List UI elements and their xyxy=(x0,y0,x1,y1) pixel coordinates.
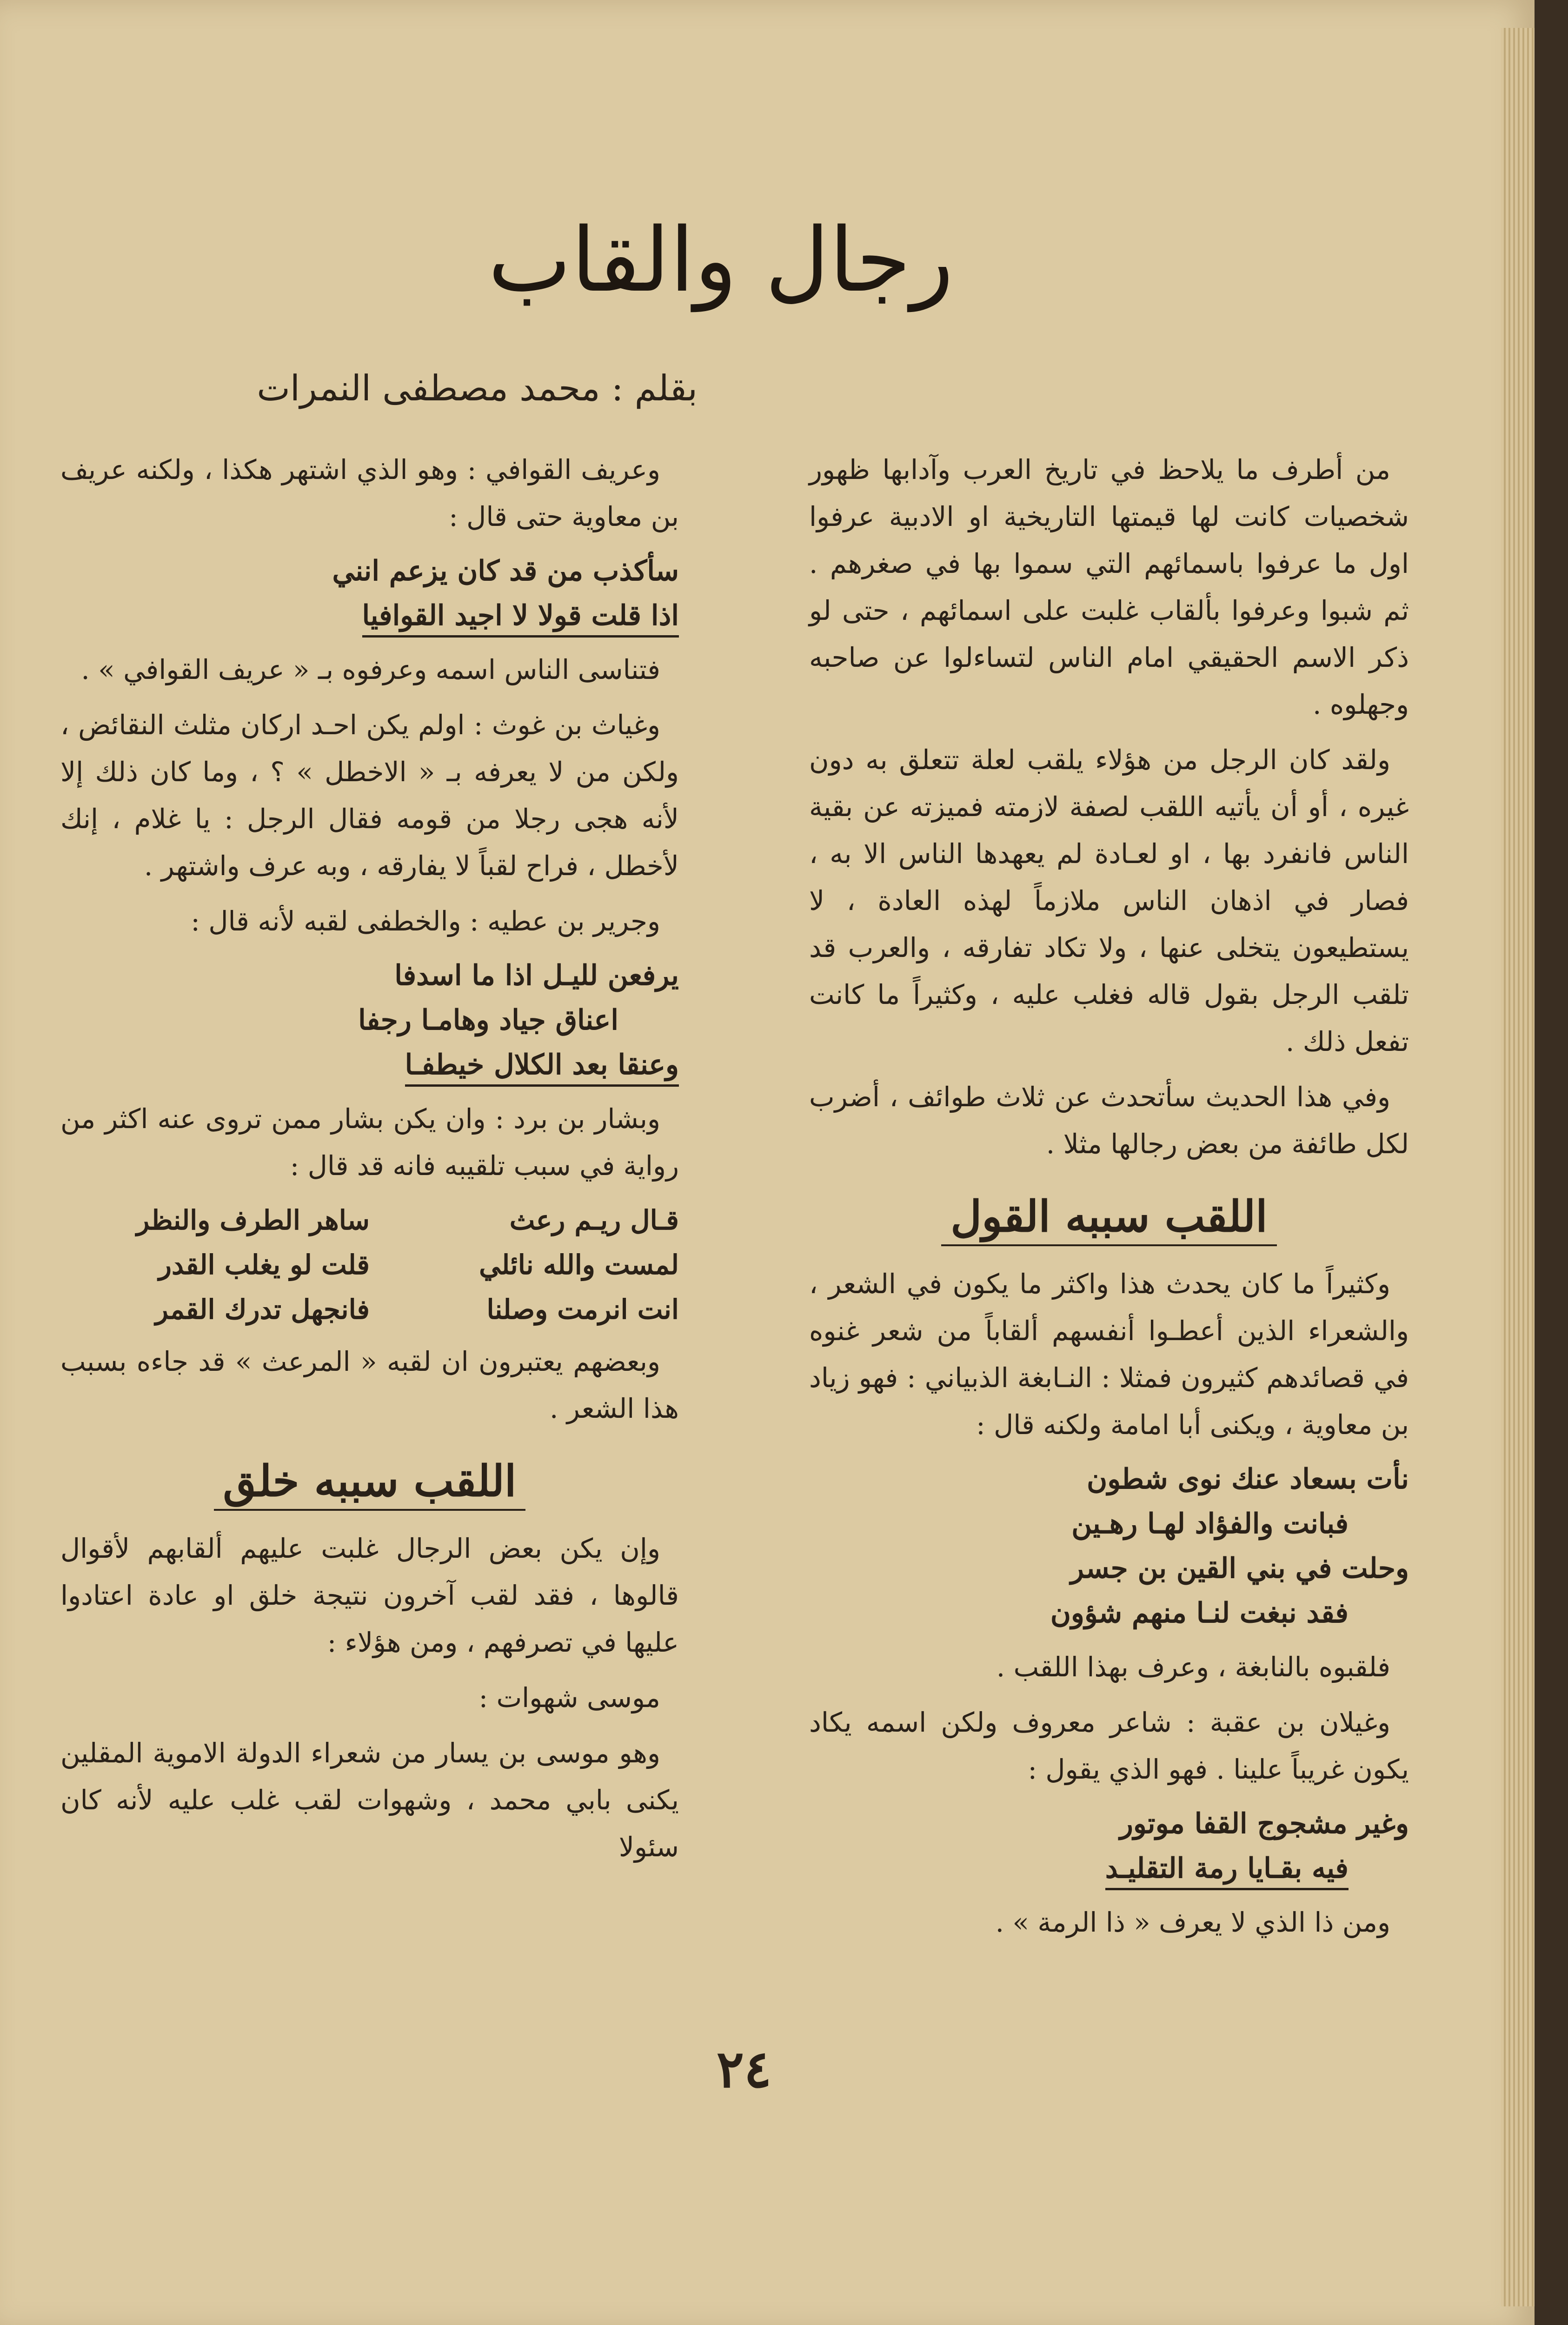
poem-nabigha xyxy=(809,1457,1409,1635)
poem-bashar xyxy=(60,1198,679,1332)
verse: انت انرمت وصلنا xyxy=(486,1294,679,1325)
verse: فانجهل تدرك القمر xyxy=(155,1294,370,1325)
verse: فقد نبغت لنـا منهم شؤون xyxy=(1050,1597,1349,1629)
verse-text: اذا قلت قولا لا اجيد القوافيا xyxy=(362,596,679,638)
verse: ساهر الطرف والنظر xyxy=(136,1204,370,1236)
musa-paragraph: وهو موسى بن يسار من شعراء الدولة الاموية المقلين يكنى بابي محمد ، وشهوات لقب غلب عليه لأنه كان سئولا xyxy=(60,1737,679,1863)
verse: قـال ريـم رعث xyxy=(509,1204,679,1236)
page-edge xyxy=(1501,28,1535,2306)
verse-text: فيه بقـايا رمة التقليـد xyxy=(1105,1849,1349,1890)
verse: وحلت في بني القين بن جسر xyxy=(1070,1552,1409,1585)
section-heading-character-text: اللقب سببه خلق xyxy=(214,1453,526,1511)
verse-text: وعنقا بعد الكلال خيطفـا xyxy=(405,1045,679,1087)
verse xyxy=(60,593,679,638)
poem-ghaylan xyxy=(809,1801,1409,1891)
musa-label: موسى شهوات : xyxy=(478,1682,660,1714)
right-column xyxy=(809,446,1409,1954)
bashar-paragraph: وبشار بن برد : وان يكن بشار ممن تروى عنه اكثر من رواية في سبب تلقيبه فانه قد قال : xyxy=(60,1103,679,1182)
jarir-paragraph: وجرير بن عطيه : والخطفى لقبه لأنه قال : xyxy=(191,905,660,937)
poem-bashar-second-hemistichs xyxy=(60,1198,370,1332)
ghiyath-paragraph: وغياث بن غوث : اولم يكن احـد اركان مثلث النقائض ، ولكن من لا يعرفه بـ « الاخطل » ؟ ، وما كان ذلك إلا لأنه هجى رجلا من قومه فقال الرجل : يا غلام ، إنك لأخطل ، فراح لقباً لا يفارقه ، وبه عرف واشتهر . xyxy=(60,709,679,882)
verse: نأت بسعاد عنك نوى شطون xyxy=(1087,1463,1409,1495)
article-title: رجال والقاب xyxy=(488,209,954,312)
ghaylan-paragraph: وغيلان بن عقبة : شاعر معروف ولكن اسمه يكاد يكون غريباً علينا . فهو الذي يقول : xyxy=(809,1707,1409,1785)
bashar-note: وبعضهم يعتبرون ان لقبه « المرعث » قد جاءه بسبب هذا الشعر . xyxy=(60,1346,679,1424)
verse: سأكذب من قد كان يزعم انني xyxy=(332,555,679,587)
intro-paragraph-3: وفي هذا الحديث سأتحدث عن ثلاث طوائف ، أضرب لكل طائفة من بعض رجالها مثلا . xyxy=(809,1081,1409,1160)
poem-jarir xyxy=(60,953,679,1087)
section-heading-character xyxy=(60,1446,679,1516)
intro-paragraph-1: من أطرف ما يلاحظ في تاريخ العرب وآدابها ظهور شخصيات كانت لها قيمتها التاريخية او الادبية عرفوا اول ما عرفوا باسمائهم التي سموا بها في صغرهم . ثم شبوا وعرفوا بألقاب غلبت على اسمائهم ، حتى لو ذكر الاسم الحقيقي امام الناس لتساءلوا عن صاحبه وجهلوه . xyxy=(809,454,1409,720)
poem-bashar-first-hemistichs xyxy=(370,1198,679,1332)
urayf-note: فتناسى الناس اسمه وعرفوه بـ « عريف القوافي » . xyxy=(81,654,660,685)
character-paragraph: وإن يكن بعض الرجال غلبت عليهم ألقابهم لأقوال قالوها ، فقد لقب آخرون نتيجة خلق او عادة اعتادوا عليها في تصرفهم ، ومن هؤلاء : xyxy=(60,1533,679,1658)
verse: يرفعن لليـل اذا ما اسدفا xyxy=(394,959,679,992)
verse: لمست والله نائلي xyxy=(479,1249,679,1281)
byline: بقلم : محمد مصطفى النمرات xyxy=(257,367,698,409)
section-heading-saying-text: اللقب سببه القول xyxy=(941,1189,1276,1246)
verse: وغير مشجوج القفا موتور xyxy=(1119,1807,1409,1840)
ghaylan-note: ومن ذا الذي لا يعرف « ذا الرمة » . xyxy=(995,1906,1390,1938)
urayf-paragraph: وعريف القوافي : وهو الذي اشتهر هكذا ، ولكنه عريف بن معاوية حتى قال : xyxy=(60,454,679,532)
section-heading-saying xyxy=(809,1182,1409,1251)
verse: قلت لو يغلب القدر xyxy=(159,1249,370,1281)
verse: اعناق جياد وهامـا رجفا xyxy=(358,1004,618,1036)
intro-paragraph-2: ولقد كان الرجل من هؤلاء يلقب لعلة تتعلق به دون غيره ، أو أن يأتيه اللقب لصفة لازمته فميزته عن بقية الناس فانفرد بها ، او لعـادة لم يعهدها الناس الا به ، فصار في اذهان الناس ملازماً لهذه العادة ، لا يستطيعون يتخلى عنها ، ولا تكاد تفارقه ، والعرب قد تلقب الرجل بقول قاله فغلب عليه ، وكثيراً ما كانت تفعل ذلك . xyxy=(809,744,1409,1057)
poem-urayf xyxy=(60,549,679,638)
verse xyxy=(60,1043,679,1087)
verse: فبانت والفؤاد لهـا رهـين xyxy=(1071,1508,1349,1540)
nabigha-note: فلقبوه بالنابغة ، وعرف بهذا اللقب . xyxy=(996,1651,1390,1683)
page-number: ٢٤ xyxy=(716,2039,772,2099)
left-column xyxy=(60,446,679,1879)
poets-paragraph: وكثيراً ما كان يحدث هذا واكثر ما يكون في الشعر ، والشعراء الذين أعطـوا أنفسهم ألقاباً من شعر غنوه في قصائدهم كثيرون فمثلا : النـابغة الذبياني : فهو زياد بن معاوية ، ويكنى أبا امامة ولكنه قال : xyxy=(809,1268,1409,1441)
verse xyxy=(809,1846,1409,1891)
